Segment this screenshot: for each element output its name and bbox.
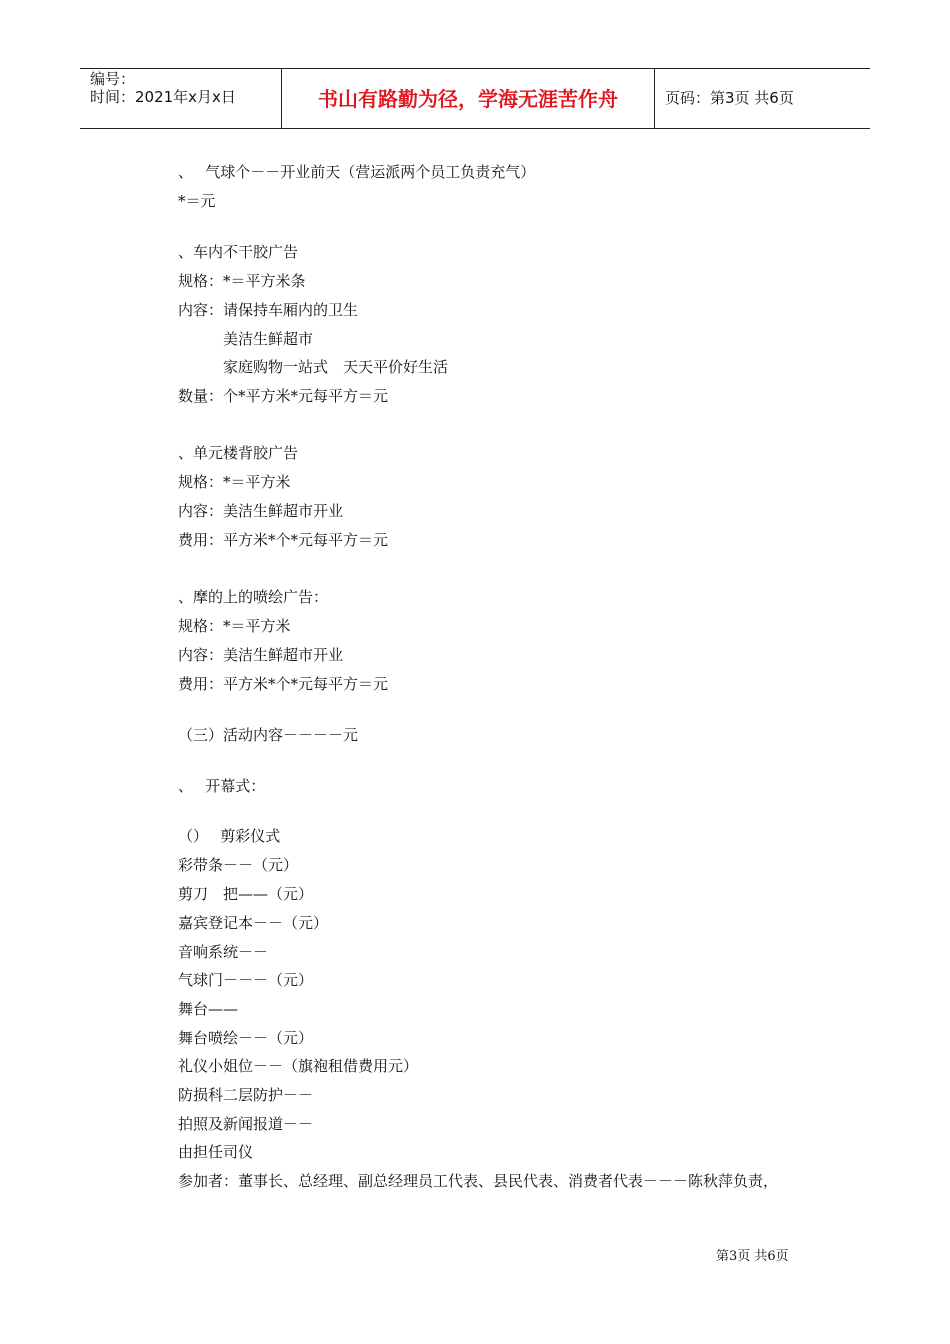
page-header xyxy=(80,68,870,129)
text-line: 防损科二层防护－－ xyxy=(178,1086,314,1104)
text-line: 费用：平方米*个*元每平方＝元 xyxy=(178,675,389,693)
text-line: 家庭购物一站式 天天平价好生活 xyxy=(178,358,449,376)
text-line: 、 开幕式： xyxy=(178,777,266,795)
text-line: （） 剪彩仪式 xyxy=(178,827,281,845)
text-line: 舞台喷绘－－（元） xyxy=(178,1029,314,1047)
text-line: *＝元 xyxy=(178,192,216,210)
header-motto-cell xyxy=(282,69,655,128)
text-line: 、摩的上的喷绘广告： xyxy=(178,588,329,606)
text-line: 音响系统－－ xyxy=(178,943,269,961)
text-line: 拍照及新闻报道－－ xyxy=(178,1115,314,1133)
text-line: 、 气球个－－开业前天（营运派两个员工负责充气） xyxy=(178,163,536,181)
text-line: 规格：*＝平方米条 xyxy=(178,272,306,290)
header-page-code: 页码：第3页 共6页 xyxy=(665,89,794,107)
text-line: 嘉宾登记本－－（元） xyxy=(178,914,329,932)
text-line: 内容：美洁生鲜超市开业 xyxy=(178,646,344,664)
text-line: （三）活动内容－－－－元 xyxy=(178,726,359,744)
text-line: 规格：*＝平方米 xyxy=(178,617,291,635)
text-line: 剪刀 把——（元） xyxy=(178,885,314,903)
header-info-cell xyxy=(80,69,282,128)
text-line: 规格：*＝平方米 xyxy=(178,473,291,491)
header-motto: 书山有路勤为径，学海无涯苦作舟 xyxy=(318,87,618,111)
text-line: 美洁生鲜超市 xyxy=(178,330,314,348)
text-line: 礼仪小姐位－－（旗袍租借费用元） xyxy=(178,1057,419,1075)
header-page-cell xyxy=(655,69,870,128)
text-line: 内容：请保持车厢内的卫生 xyxy=(178,301,359,319)
text-line: 费用：平方米*个*元每平方＝元 xyxy=(178,531,389,549)
text-line: 由担任司仪 xyxy=(178,1143,254,1161)
text-line: 、单元楼背胶广告 xyxy=(178,444,299,462)
text-line: 数量：个*平方米*元每平方＝元 xyxy=(178,387,389,405)
text-line: 气球门－－－（元） xyxy=(178,971,314,989)
text-line: 彩带条－－（元） xyxy=(178,856,299,874)
text-line: 、车内不干胶广告 xyxy=(178,243,299,261)
text-line: 内容：美洁生鲜超市开业 xyxy=(178,502,344,520)
text-line: 参加者：董事长、总经理、副总经理员工代表、县民代表、消费者代表－－－陈秋萍负责， xyxy=(178,1172,779,1190)
page-footer-number: 第3页 共6页 xyxy=(716,1249,789,1264)
document-number-label: 编号： xyxy=(90,70,136,88)
document-time-label: 时间：2021年x月x日 xyxy=(90,88,236,106)
text-line: 舞台—— xyxy=(178,1000,239,1018)
